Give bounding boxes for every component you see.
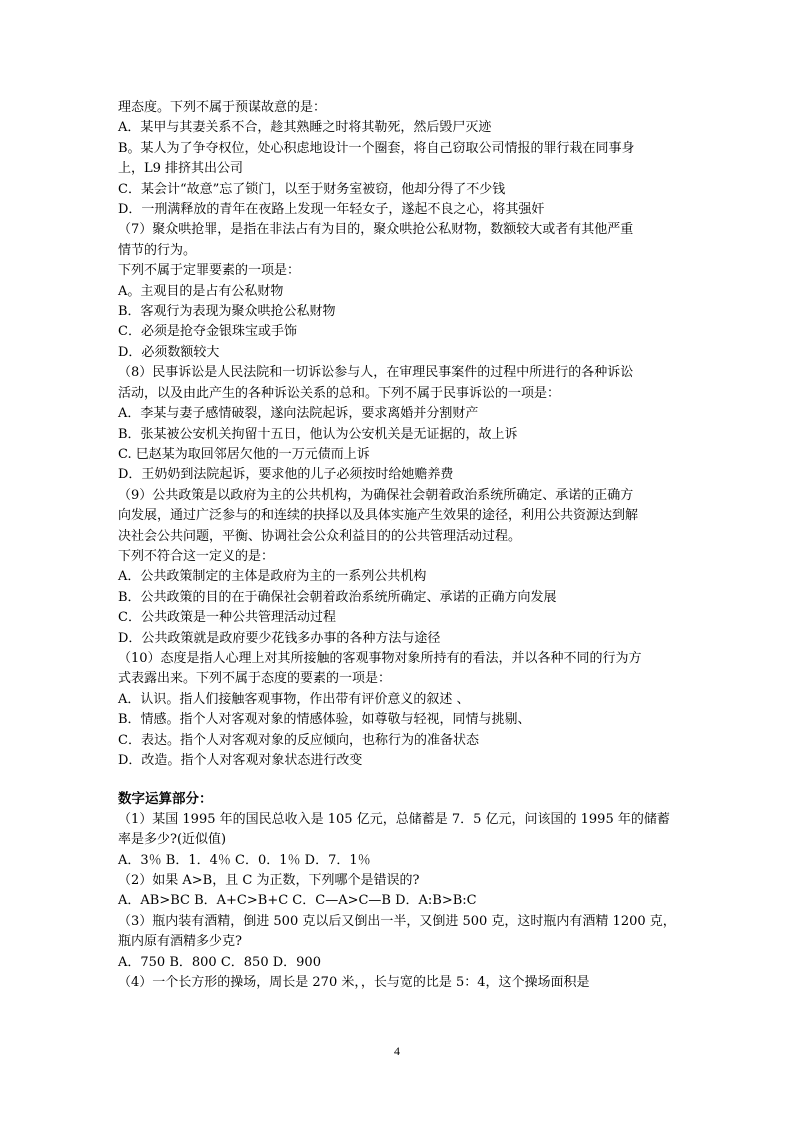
text-line: B．情感。指个人对客观对象的情感体验，如尊敬与轻视，同情与挑剔、 bbox=[118, 712, 531, 728]
text-line: A．3％ B．1．4％ C．0．1％ D．7．1％ bbox=[118, 852, 371, 868]
text-line: （10）态度是指人心理上对其所接触的客观事物对象所持有的看法，并以各种不同的行为方 bbox=[118, 650, 642, 666]
text-line: C. 巳赵某为取回邻居欠他的一万元债而上诉 bbox=[118, 446, 370, 462]
text-line: 上，L9 排挤其出公司 bbox=[118, 161, 244, 177]
text-line: 下列不属于定罪要素的一项是： bbox=[118, 263, 301, 279]
text-line: A．AB>BC B．A+C>B+C C．C—A>C—B D．A:B>B:C bbox=[118, 893, 477, 909]
text-line: D．王奶奶到法院起诉，要求他的儿子必须按时给她赡养费 bbox=[118, 467, 454, 483]
text-line: D．一刑满释放的青年在夜路上发现一年轻女子，遂起不良之心，将其强奸 bbox=[118, 202, 545, 218]
text-line: 式表露出来。下列不属于态度的要素的一项是： bbox=[118, 671, 392, 687]
text-line: A。主观目的是占有公私财物 bbox=[118, 283, 284, 299]
text-line: 情节的行为。 bbox=[118, 242, 197, 258]
text-line: （3）瓶内装有酒精，倒进 500 克以后又倒出一半，又倒进 500 克，这时瓶内有酒精 1200 克， bbox=[118, 913, 676, 929]
page-content bbox=[118, 98, 698, 993]
text-line: 瓶内原有酒精多少克? bbox=[118, 934, 242, 950]
text-line: C．必须是抢夺金银珠宝或手饰 bbox=[118, 324, 297, 340]
text-line: A．某甲与其妻关系不合，趁其熟睡之时将其勒死，然后毁尸灭迹 bbox=[118, 120, 492, 136]
text-line: 活动，以及由此产生的各种诉讼关系的总和。下列不属于民事诉讼的一项是： bbox=[118, 385, 561, 401]
text-line: 向发展，通过广泛参与的和连续的抉择以及具体实施产生效果的途径，利用公共资源达到解 bbox=[118, 508, 639, 524]
text-line: A．认识。指人们接触客观事物，作出带有评价意义的叙述 、 bbox=[118, 691, 470, 707]
text-line: 下列不符合这一定义的是： bbox=[118, 548, 275, 564]
text-line: B。某人为了争夺权位，处心积虑地设计一个圈套，将自己窃取公司情报的罪行栽在同事身 bbox=[118, 140, 635, 156]
text-line: B．公共政策的目的在于确保社会朝着政治系统所确定、承诺的正确方向发展 bbox=[118, 589, 557, 605]
page-number: 4 bbox=[394, 1044, 400, 1058]
text-line: 理态度。下列不属于预谋故意的是： bbox=[118, 100, 327, 115]
text-line: B．客观行为表现为聚众哄抢公私财物 bbox=[118, 304, 336, 320]
text-line: （9）公共政策是以政府为主的公共机构，为确保社会朝着政治系统所确定、承诺的正确方 bbox=[118, 487, 634, 503]
text-line: A．李某与妻子感情破裂，遂向法院起诉，要求离婚并分割财产 bbox=[118, 406, 479, 422]
text-line: C．某会计“故意”忘了锁门，以至于财务室被窃，他却分得了不少钱 bbox=[118, 181, 506, 197]
text-line: 率是多少?(近似值) bbox=[118, 832, 227, 848]
text-line: C．公共政策是一种公共管理活动过程 bbox=[118, 610, 336, 626]
text-line: （2）如果 A>B，且 C 为正数，下列哪个是错误的? bbox=[118, 873, 420, 889]
text-line: （1）某国 1995 年的国民总收入是 105 亿元，总储蓄是 7．5 亿元，问该国的 1995 年的储蓄 bbox=[118, 811, 670, 827]
section-heading: 数字运算部分： bbox=[118, 791, 213, 808]
text-line: A．公共政策制定的主体是政府为主的一系列公共机构 bbox=[118, 569, 427, 585]
text-line: C．表达。指个人对客观对象的反应倾向，也称行为的准备状态 bbox=[118, 732, 479, 748]
text-line: （7）聚众哄抢罪，是指在非法占有为目的，聚众哄抢公私财物，数额较大或者有其他严重 bbox=[118, 222, 634, 238]
text-line: （8）民事诉讼是人民法院和一切诉讼参与人，在审理民事案件的过程中所进行的各种诉讼 bbox=[118, 365, 634, 381]
text-line: D．必须数额较大 bbox=[118, 344, 220, 360]
section-math bbox=[118, 789, 698, 993]
text-line: D．改造。指个人对客观对象状态进行改变 bbox=[118, 753, 363, 768]
text-line: A．750 B．800 C．850 D．900 bbox=[118, 954, 321, 970]
text-line: （4）一个长方形的操场，周长是 270 米，，长与宽的比是 5：4，这个操场面积是 bbox=[118, 975, 590, 991]
text-line: B．张某被公安机关拘留十五日，他认为公安机关是无证据的，故上诉 bbox=[118, 426, 518, 442]
section-logic-questions bbox=[118, 98, 698, 771]
text-line: 决社会公共问题，平衡、协调社会公众利益目的的公共管理活动过程。 bbox=[118, 528, 522, 544]
text-line: D．公共政策就是政府要少花钱多办事的各种方法与途径 bbox=[118, 630, 441, 646]
